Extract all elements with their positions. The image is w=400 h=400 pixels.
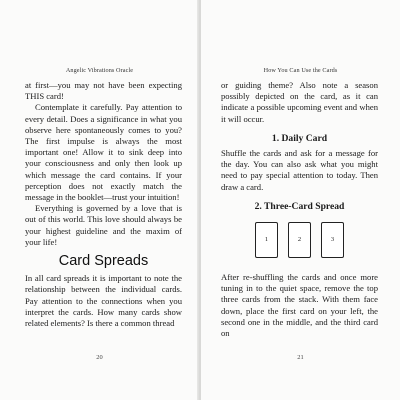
- daily-card-text: Shuffle the cards and ask for a message for the day. You can also ask what you might need to pay special attention to today. Then draw a card.: [221, 148, 378, 192]
- card-spreads-heading: Card Spreads: [58, 253, 149, 270]
- three-card-spread-heading: 2. Three-Card Spread: [254, 200, 345, 212]
- right-page-body: [221, 80, 378, 339]
- left-paragraph-3: Everything is governed by a love that is out of this world. This love should always be your highest guideline and the maxim of your life!: [25, 203, 182, 247]
- left-page: [0, 0, 199, 400]
- right-paragraph-1: or guiding theme? Also note a season possibly depicted on the card, as it can indicate a possible upcoming event and when it will occur.: [221, 80, 378, 124]
- left-page-body: [25, 80, 182, 329]
- right-page: [201, 0, 400, 400]
- three-card-diagram: [221, 222, 378, 258]
- daily-card-heading: 1. Daily Card: [271, 132, 328, 144]
- card-position-2: 2: [288, 222, 311, 258]
- left-paragraph-1: at first—you may not have been expecting THIS card!: [25, 80, 182, 102]
- right-page-number: 21: [297, 354, 304, 361]
- left-running-head: Angelic Vibrations Oracle: [65, 67, 134, 74]
- three-card-spread-text: After re-shuffling the cards and once more tuning in to the quiet space, remove the top three cards from the stack. With them face down, place the first card on your left, the second one in the middle, and the third card on: [221, 272, 378, 339]
- left-page-number: 20: [96, 354, 103, 361]
- left-paragraph-2: Contemplate it carefully. Pay attention to every detail. Does a significance in what you observe here spontaneously comes to you? The first impulse is always the most important one! Allow it to sink deep into your consciousness and only then look up which message the card contains. If your perception does not exactly match the message in the booklet—trust your intuition!: [25, 102, 182, 203]
- card-position-3: 3: [321, 222, 344, 258]
- right-running-head: How You Can Use the Cards: [263, 67, 338, 74]
- card-position-1: 1: [255, 222, 278, 258]
- left-paragraph-4: In all card spreads it is important to note the relationship between the individual cards. Pay attention to the connections when you interpret the cards. How many cards show related elements? Is there a common thread: [25, 273, 182, 329]
